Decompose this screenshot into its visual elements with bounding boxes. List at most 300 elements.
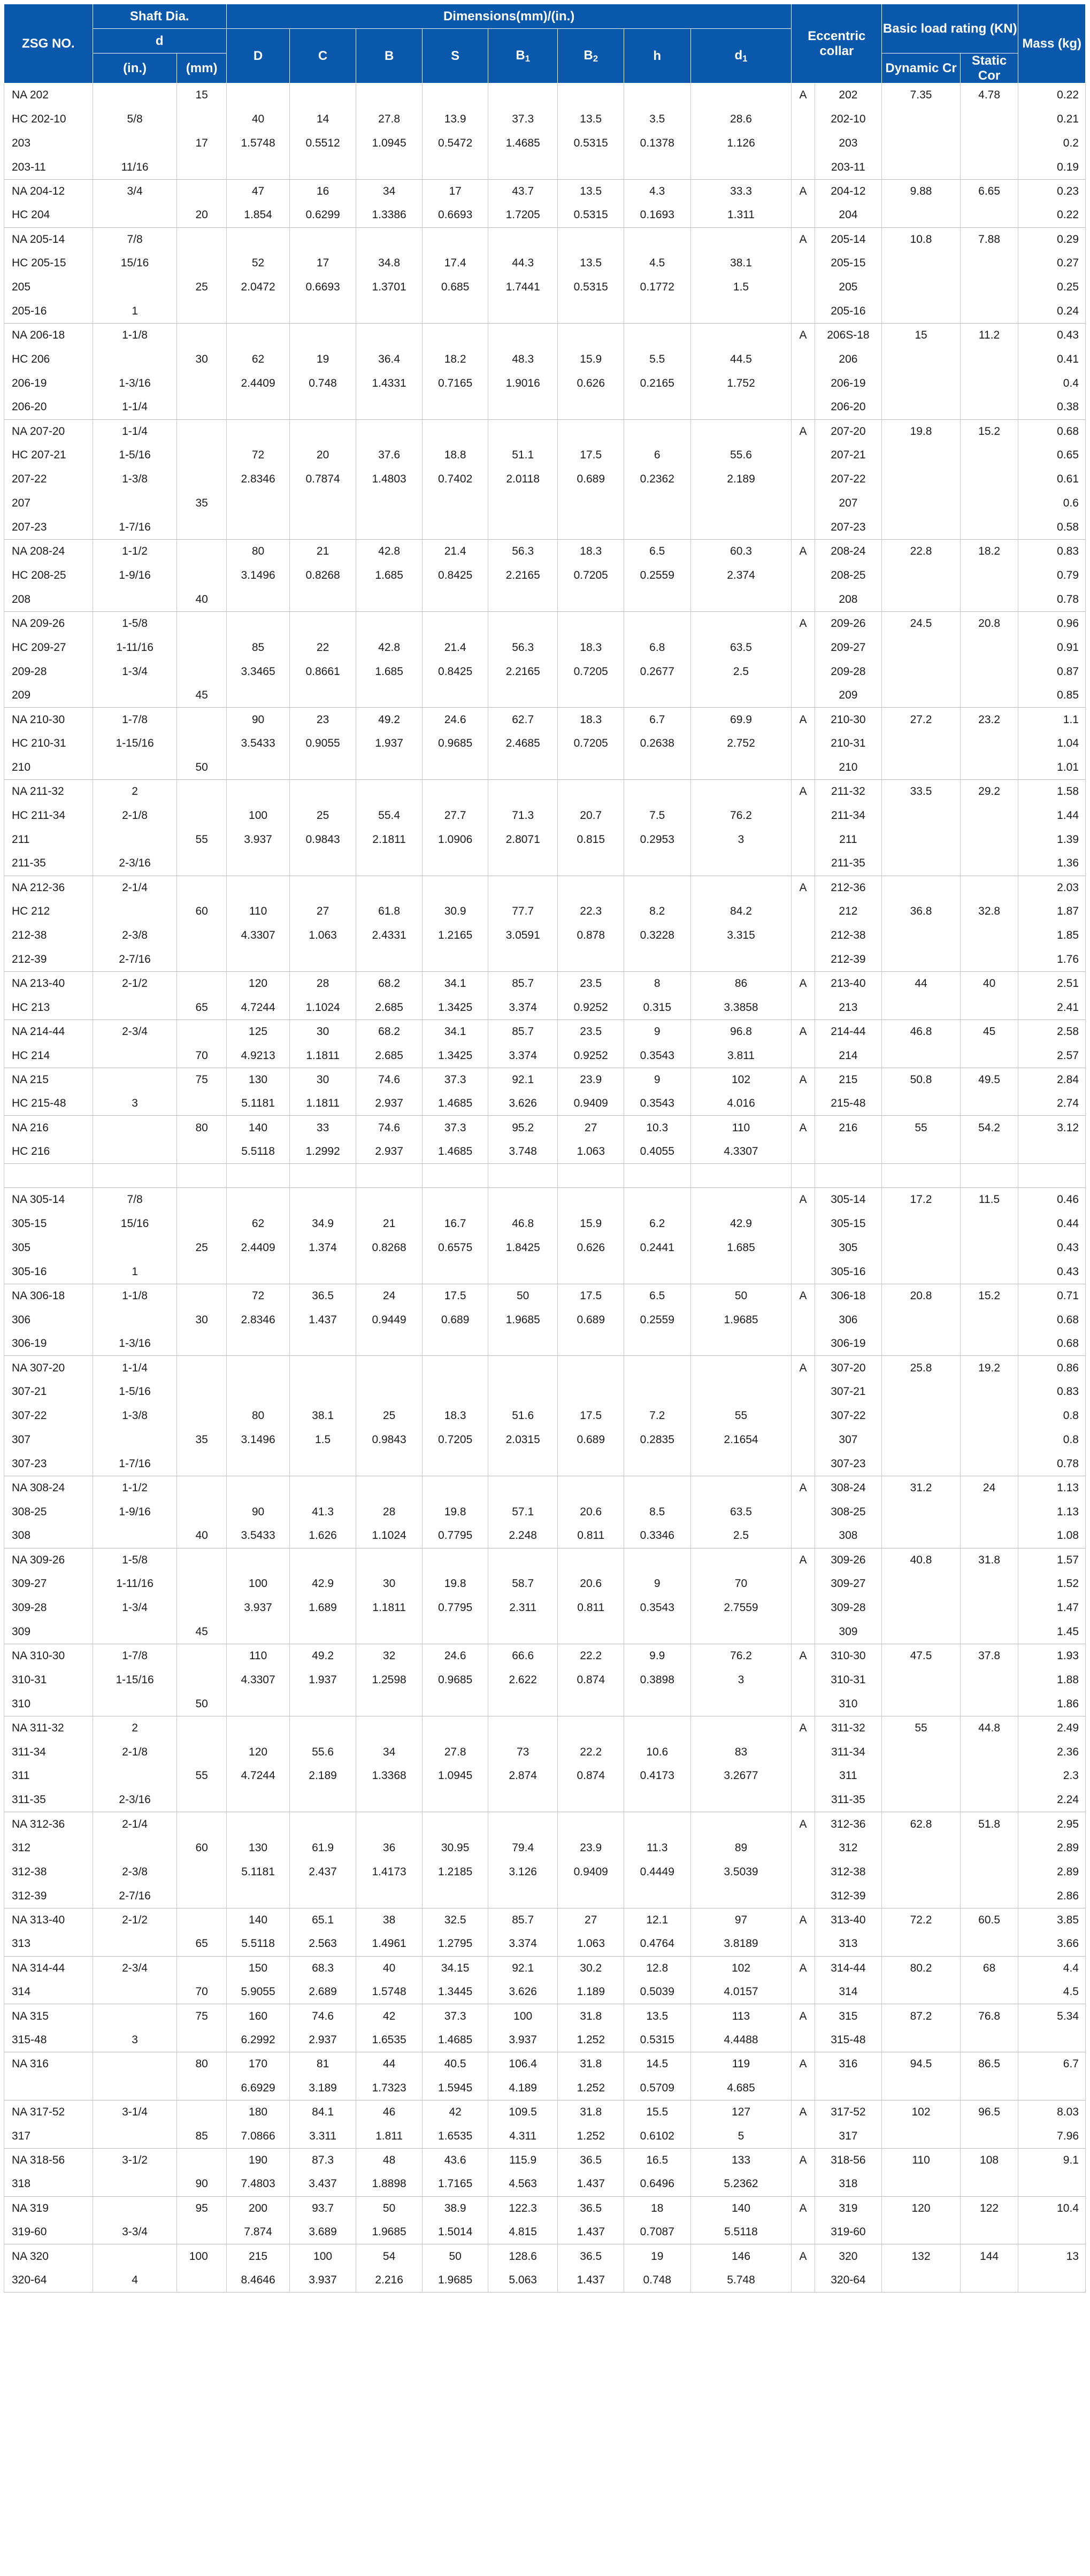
cell-dim-d1: 50 xyxy=(690,1284,792,1308)
cell-shaft-in xyxy=(93,1164,177,1188)
cell-mass: 1.39 xyxy=(1018,827,1086,852)
cell-dim-B: 1.685 xyxy=(356,564,423,588)
cell-dim-B1 xyxy=(488,876,558,900)
cell-dim-h xyxy=(624,1452,691,1476)
cell-static-cor xyxy=(960,732,1018,756)
cell-dim-B: 49.2 xyxy=(356,708,423,732)
cell-zsg-no: NA 206-18 xyxy=(4,324,93,348)
cell-mass: 0.21 xyxy=(1018,108,1086,132)
cell-collar-type xyxy=(792,1452,815,1476)
cell-dim-B2 xyxy=(558,1716,624,1740)
table-row xyxy=(4,371,1086,395)
cell-dim-h xyxy=(624,1332,691,1356)
cell-dim-S xyxy=(423,1452,488,1476)
cell-dim-B1: 2.874 xyxy=(488,1764,558,1788)
cell-dim-S xyxy=(423,1164,488,1188)
cell-dim-h: 8.2 xyxy=(624,900,691,924)
cell-shaft-mm xyxy=(177,516,226,540)
table-row xyxy=(4,1140,1086,1164)
cell-dim-C: 1.689 xyxy=(290,1596,356,1620)
table-row xyxy=(4,1260,1086,1284)
table-row xyxy=(4,1692,1086,1716)
cell-dim-B2 xyxy=(558,1788,624,1812)
cell-dim-B: 74.6 xyxy=(356,1116,423,1140)
cell-shaft-mm xyxy=(177,371,226,395)
cell-collar-type xyxy=(792,756,815,780)
cell-dim-B1: 62.7 xyxy=(488,708,558,732)
cell-dim-S xyxy=(423,1812,488,1836)
cell-dim-C: 55.6 xyxy=(290,1740,356,1764)
cell-shaft-mm xyxy=(177,540,226,564)
cell-mass: 4.4 xyxy=(1018,1956,1086,1980)
cell-dim-C: 38.1 xyxy=(290,1404,356,1428)
cell-static-cor: 11.5 xyxy=(960,1188,1018,1212)
cell-dim-C: 2.189 xyxy=(290,1764,356,1788)
cell-zsg-no: HC 215-48 xyxy=(4,1092,93,1116)
cell-shaft-in xyxy=(93,1428,177,1452)
table-row xyxy=(4,2244,1086,2268)
cell-dim-B: 1.4331 xyxy=(356,371,423,395)
cell-dim-B xyxy=(356,611,423,635)
cell-dynamic-cr: 20.8 xyxy=(882,1284,961,1308)
table-row xyxy=(4,972,1086,996)
cell-static-cor xyxy=(960,395,1018,419)
cell-mass: 0.78 xyxy=(1018,587,1086,611)
table-row xyxy=(4,1164,1086,1188)
cell-collar-no: 315 xyxy=(815,2004,882,2028)
cell-dim-C xyxy=(290,1188,356,1212)
cell-dim-B1: 4.189 xyxy=(488,2076,558,2100)
cell-shaft-mm xyxy=(177,1644,226,1668)
cell-mass: 5.34 xyxy=(1018,2004,1086,2028)
cell-mass: 1.58 xyxy=(1018,780,1086,804)
table-row xyxy=(4,131,1086,155)
cell-dim-C: 2.937 xyxy=(290,2028,356,2052)
cell-dim-h: 6.2 xyxy=(624,1212,691,1236)
cell-dynamic-cr xyxy=(882,2172,961,2196)
cell-shaft-in xyxy=(93,2052,177,2076)
cell-dim-C: 68.3 xyxy=(290,1956,356,1980)
cell-dim-S: 17.4 xyxy=(423,251,488,275)
cell-shaft-in: 1 xyxy=(93,300,177,324)
cell-dim-D: 4.9213 xyxy=(226,1044,290,1068)
cell-dim-B2: 0.9252 xyxy=(558,996,624,1020)
cell-dim-D: 90 xyxy=(226,1500,290,1524)
cell-dim-S: 1.0906 xyxy=(423,827,488,852)
cell-dim-B: 2.937 xyxy=(356,1140,423,1164)
cell-dynamic-cr xyxy=(882,1692,961,1716)
cell-dim-C xyxy=(290,83,356,108)
cell-mass: 0.71 xyxy=(1018,1284,1086,1308)
cell-dynamic-cr: 24.5 xyxy=(882,611,961,635)
cell-dim-B xyxy=(356,1452,423,1476)
cell-collar-no: 312-38 xyxy=(815,1860,882,1884)
eccentric-collar-header: Eccentric collar xyxy=(792,4,882,83)
cell-dim-D xyxy=(226,684,290,708)
cell-collar-no: 211 xyxy=(815,827,882,852)
cell-static-cor xyxy=(960,1980,1018,2004)
cell-dim-d1: 110 xyxy=(690,1116,792,1140)
cell-dim-h: 8 xyxy=(624,972,691,996)
table-row xyxy=(4,155,1086,179)
cell-dim-B2: 36.5 xyxy=(558,2148,624,2172)
cell-dim-B2 xyxy=(558,1380,624,1404)
cell-dim-d1: 38.1 xyxy=(690,251,792,275)
cell-dim-S xyxy=(423,1620,488,1644)
table-row xyxy=(4,275,1086,300)
cell-collar-no: 206S-18 xyxy=(815,324,882,348)
cell-shaft-in: 2-3/8 xyxy=(93,1860,177,1884)
cell-dim-B1: 2.2165 xyxy=(488,660,558,684)
table-row xyxy=(4,1332,1086,1356)
cell-dynamic-cr xyxy=(882,732,961,756)
cell-collar-no: 311-34 xyxy=(815,1740,882,1764)
table-row xyxy=(4,876,1086,900)
cell-dim-D xyxy=(226,1812,290,1836)
cell-static-cor: 86.5 xyxy=(960,2052,1018,2076)
cell-shaft-in xyxy=(93,275,177,300)
cell-dim-B2: 23.5 xyxy=(558,972,624,996)
table-row xyxy=(4,83,1086,108)
cell-shaft-in: 4 xyxy=(93,2268,177,2293)
cell-dim-B: 1.1811 xyxy=(356,1596,423,1620)
cell-dim-S: 21.4 xyxy=(423,540,488,564)
cell-dim-D: 2.4409 xyxy=(226,1236,290,1260)
cell-mass: 0.38 xyxy=(1018,395,1086,419)
cell-dim-h: 9 xyxy=(624,1068,691,1092)
cell-shaft-in xyxy=(93,900,177,924)
cell-dim-B xyxy=(356,780,423,804)
cell-dynamic-cr xyxy=(882,1572,961,1596)
cell-shaft-in xyxy=(93,2172,177,2196)
cell-zsg-no: NA 213-40 xyxy=(4,972,93,996)
cell-dim-d1: 1.5 xyxy=(690,275,792,300)
cell-dim-h: 0.3543 xyxy=(624,1092,691,1116)
cell-mass: 0.68 xyxy=(1018,1332,1086,1356)
cell-collar-type: A xyxy=(792,611,815,635)
cell-dim-C xyxy=(290,1452,356,1476)
cell-dim-C xyxy=(290,1476,356,1500)
cell-dynamic-cr: 22.8 xyxy=(882,540,961,564)
cell-mass: 1.13 xyxy=(1018,1500,1086,1524)
cell-collar-no: 317 xyxy=(815,2124,882,2148)
cell-dim-D xyxy=(226,1716,290,1740)
cell-static-cor xyxy=(960,1884,1018,1908)
cell-zsg-no: 209-28 xyxy=(4,660,93,684)
cell-dynamic-cr xyxy=(882,2220,961,2244)
cell-dim-B2 xyxy=(558,1164,624,1188)
cell-dim-B1: 85.7 xyxy=(488,1019,558,1044)
in-unit-header: (in.) xyxy=(93,53,177,83)
cell-dim-C: 0.9843 xyxy=(290,827,356,852)
cell-zsg-no: NA 316 xyxy=(4,2052,93,2076)
cell-dim-B: 68.2 xyxy=(356,1019,423,1044)
cell-dim-B1: 85.7 xyxy=(488,1908,558,1932)
cell-mass: 1.85 xyxy=(1018,924,1086,948)
cell-collar-no: 317-52 xyxy=(815,2100,882,2125)
cell-collar-type: A xyxy=(792,1068,815,1092)
cell-mass: 0.68 xyxy=(1018,419,1086,443)
cell-shaft-in xyxy=(93,1140,177,1164)
cell-dim-B: 27.8 xyxy=(356,108,423,132)
cell-collar-type: A xyxy=(792,1908,815,1932)
cell-shaft-in: 2-1/2 xyxy=(93,1908,177,1932)
cell-dim-S: 18.3 xyxy=(423,1404,488,1428)
cell-static-cor: 44.8 xyxy=(960,1716,1018,1740)
cell-shaft-in: 1-3/16 xyxy=(93,371,177,395)
cell-dim-B1: 2.4685 xyxy=(488,732,558,756)
cell-collar-type: A xyxy=(792,419,815,443)
cell-dim-d1: 5.2362 xyxy=(690,2172,792,2196)
cell-shaft-mm: 25 xyxy=(177,275,226,300)
cell-dim-d1: 33.3 xyxy=(690,179,792,203)
cell-dynamic-cr: 19.8 xyxy=(882,419,961,443)
cell-dim-B: 25 xyxy=(356,1404,423,1428)
cell-collar-no xyxy=(815,1140,882,1164)
cell-dim-C xyxy=(290,1380,356,1404)
cell-dim-B: 1.8898 xyxy=(356,2172,423,2196)
cell-dim-d1: 133 xyxy=(690,2148,792,2172)
cell-static-cor: 68 xyxy=(960,1956,1018,1980)
cell-dim-B: 1.5748 xyxy=(356,1980,423,2004)
cell-zsg-no: 207 xyxy=(4,492,93,516)
cell-dim-h xyxy=(624,1548,691,1572)
cell-dim-B2 xyxy=(558,948,624,972)
cell-collar-no: 309-26 xyxy=(815,1548,882,1572)
cell-dim-S xyxy=(423,1356,488,1380)
cell-dim-d1 xyxy=(690,1884,792,1908)
cell-static-cor xyxy=(960,203,1018,227)
cell-collar-no: 310-31 xyxy=(815,1668,882,1692)
cell-dim-C: 0.9055 xyxy=(290,732,356,756)
cell-static-cor xyxy=(960,1380,1018,1404)
cell-dim-C xyxy=(290,1356,356,1380)
cell-shaft-mm: 75 xyxy=(177,2004,226,2028)
cell-shaft-mm: 50 xyxy=(177,1692,226,1716)
cell-dim-C: 74.6 xyxy=(290,2004,356,2028)
cell-shaft-in xyxy=(93,1044,177,1068)
cell-dim-B2 xyxy=(558,1356,624,1380)
cell-dynamic-cr xyxy=(882,1404,961,1428)
cell-dim-d1: 3.2677 xyxy=(690,1764,792,1788)
table-row xyxy=(4,2100,1086,2125)
cell-mass: 0.46 xyxy=(1018,1188,1086,1212)
cell-dynamic-cr xyxy=(882,2268,961,2293)
cell-dim-d1: 2.5 xyxy=(690,660,792,684)
cell-shaft-in: 1-3/16 xyxy=(93,1332,177,1356)
cell-shaft-in: 1-9/16 xyxy=(93,1500,177,1524)
col-d1-header: $d_1$ xyxy=(690,29,792,83)
cell-dim-C: 1.626 xyxy=(290,1524,356,1548)
cell-dynamic-cr: 132 xyxy=(882,2244,961,2268)
cell-dim-B xyxy=(356,1380,423,1404)
cell-dim-B1: 122.3 xyxy=(488,2196,558,2220)
cell-dim-h xyxy=(624,1716,691,1740)
cell-collar-no: 314-44 xyxy=(815,1956,882,1980)
cell-dim-h xyxy=(624,1188,691,1212)
cell-static-cor: 32.8 xyxy=(960,900,1018,924)
cell-static-cor: 24 xyxy=(960,1476,1018,1500)
cell-dim-D: 3.3465 xyxy=(226,660,290,684)
cell-dim-C: 34.9 xyxy=(290,1212,356,1236)
cell-shaft-mm xyxy=(177,732,226,756)
cell-dim-h: 0.4764 xyxy=(624,1932,691,1956)
cell-zsg-no: 320-64 xyxy=(4,2268,93,2293)
cell-collar-type xyxy=(792,1500,815,1524)
cell-collar-no: 210-30 xyxy=(815,708,882,732)
cell-dim-D: 100 xyxy=(226,803,290,827)
table-row xyxy=(4,1428,1086,1452)
cell-dim-B1: 4.311 xyxy=(488,2124,558,2148)
cell-dim-C: 61.9 xyxy=(290,1836,356,1860)
cell-dim-B1: 3.937 xyxy=(488,2028,558,2052)
cell-dim-B: 46 xyxy=(356,2100,423,2125)
cell-dim-h: 6.5 xyxy=(624,540,691,564)
cell-dim-d1: 3.3858 xyxy=(690,996,792,1020)
cell-dim-C xyxy=(290,419,356,443)
table-row xyxy=(4,1620,1086,1644)
cell-zsg-no: 207-22 xyxy=(4,467,93,492)
cell-shaft-mm xyxy=(177,1356,226,1380)
cell-dynamic-cr xyxy=(882,1668,961,1692)
cell-dim-B xyxy=(356,1356,423,1380)
cell-dim-B2: 18.3 xyxy=(558,708,624,732)
cell-dim-C: 1.1811 xyxy=(290,1044,356,1068)
cell-dynamic-cr: 120 xyxy=(882,2196,961,2220)
cell-dim-C: 1.5 xyxy=(290,1428,356,1452)
cell-static-cor xyxy=(960,684,1018,708)
cell-dim-B1: 2.311 xyxy=(488,1596,558,1620)
cell-collar-no: 313-40 xyxy=(815,1908,882,1932)
cell-dim-h: 13.5 xyxy=(624,2004,691,2028)
cell-dim-D xyxy=(226,324,290,348)
cell-dim-h: 14.5 xyxy=(624,2052,691,2076)
cell-static-cor xyxy=(960,1932,1018,1956)
cell-dim-B2: 27 xyxy=(558,1908,624,1932)
cell-dynamic-cr xyxy=(882,1380,961,1404)
cell-static-cor: 40 xyxy=(960,972,1018,996)
table-row xyxy=(4,1980,1086,2004)
cell-dim-B2: 13.5 xyxy=(558,108,624,132)
cell-dim-B1: 73 xyxy=(488,1740,558,1764)
cell-shaft-in: 3 xyxy=(93,2028,177,2052)
cell-collar-type xyxy=(792,2076,815,2100)
cell-shaft-in: 1-1/8 xyxy=(93,1284,177,1308)
cell-mass: 0.44 xyxy=(1018,1212,1086,1236)
cell-collar-type xyxy=(792,275,815,300)
cell-static-cor xyxy=(960,1212,1018,1236)
cell-dim-C: 2.437 xyxy=(290,1860,356,1884)
cell-dynamic-cr: 55 xyxy=(882,1716,961,1740)
cell-dim-d1 xyxy=(690,1332,792,1356)
table-row xyxy=(4,516,1086,540)
cell-collar-no: 305-14 xyxy=(815,1188,882,1212)
cell-dim-B xyxy=(356,852,423,876)
cell-dim-S: 0.6693 xyxy=(423,203,488,227)
cell-dim-h xyxy=(624,419,691,443)
cell-dim-S: 37.3 xyxy=(423,2004,488,2028)
table-row xyxy=(4,564,1086,588)
cell-shaft-in: 3-1/4 xyxy=(93,2100,177,2125)
cell-dim-D: 110 xyxy=(226,1644,290,1668)
bearing-spec-table xyxy=(4,4,1086,2293)
cell-dim-D xyxy=(226,948,290,972)
cell-collar-type xyxy=(792,1404,815,1428)
cell-dim-D: 62 xyxy=(226,1212,290,1236)
cell-dim-S: 43.6 xyxy=(423,2148,488,2172)
cell-dim-B1: 1.9016 xyxy=(488,371,558,395)
cell-dynamic-cr xyxy=(882,347,961,371)
table-row xyxy=(4,2028,1086,2052)
table-row xyxy=(4,684,1086,708)
cell-shaft-in: 2-1/4 xyxy=(93,876,177,900)
cell-dim-D: 2.8346 xyxy=(226,467,290,492)
cell-dim-D xyxy=(226,1380,290,1404)
cell-dim-d1 xyxy=(690,1380,792,1404)
cell-mass: 8.03 xyxy=(1018,2100,1086,2125)
table-header xyxy=(4,4,1086,83)
cell-dim-B2: 0.689 xyxy=(558,1308,624,1332)
cell-collar-no xyxy=(815,2076,882,2100)
table-row xyxy=(4,203,1086,227)
cell-dim-B1: 43.7 xyxy=(488,179,558,203)
cell-dim-B2: 18.3 xyxy=(558,635,624,660)
cell-collar-no: 209-26 xyxy=(815,611,882,635)
cell-static-cor: 108 xyxy=(960,2148,1018,2172)
cell-collar-type: A xyxy=(792,2244,815,2268)
cell-mass: 0.83 xyxy=(1018,540,1086,564)
cell-static-cor: 23.2 xyxy=(960,708,1018,732)
cell-dim-S: 34.1 xyxy=(423,972,488,996)
cell-dim-d1: 1.311 xyxy=(690,203,792,227)
cell-dim-d1 xyxy=(690,1188,792,1212)
cell-collar-type xyxy=(792,1212,815,1236)
cell-static-cor: 29.2 xyxy=(960,780,1018,804)
table-row xyxy=(4,1212,1086,1236)
cell-collar-type xyxy=(792,443,815,467)
cell-dim-S: 1.5014 xyxy=(423,2220,488,2244)
cell-shaft-mm: 30 xyxy=(177,347,226,371)
cell-dim-D: 6.2992 xyxy=(226,2028,290,2052)
cell-mass xyxy=(1018,1140,1086,1164)
cell-dim-D xyxy=(226,1476,290,1500)
cell-dim-B2: 1.252 xyxy=(558,2124,624,2148)
cell-dim-B2 xyxy=(558,324,624,348)
cell-static-cor xyxy=(960,852,1018,876)
table-row xyxy=(4,732,1086,756)
cell-collar-type xyxy=(792,587,815,611)
cell-shaft-mm xyxy=(177,2268,226,2293)
cell-dim-B1: 48.3 xyxy=(488,347,558,371)
table-row xyxy=(4,1308,1086,1332)
cell-dim-h xyxy=(624,1356,691,1380)
cell-dim-C: 3.437 xyxy=(290,2172,356,2196)
cell-mass: 0.2 xyxy=(1018,131,1086,155)
table-row xyxy=(4,1596,1086,1620)
cell-mass: 1.57 xyxy=(1018,1548,1086,1572)
cell-zsg-no: 205-16 xyxy=(4,300,93,324)
cell-collar-type xyxy=(792,803,815,827)
cell-collar-type xyxy=(792,1236,815,1260)
cell-zsg-no: NA 318-56 xyxy=(4,2148,93,2172)
cell-dim-B1 xyxy=(488,1332,558,1356)
cell-collar-no: 318-56 xyxy=(815,2148,882,2172)
cell-dim-D: 80 xyxy=(226,1404,290,1428)
cell-dim-h: 0.4449 xyxy=(624,1860,691,1884)
cell-dynamic-cr xyxy=(882,2076,961,2100)
cell-shaft-in: 2 xyxy=(93,780,177,804)
cell-dim-C: 2.689 xyxy=(290,1980,356,2004)
